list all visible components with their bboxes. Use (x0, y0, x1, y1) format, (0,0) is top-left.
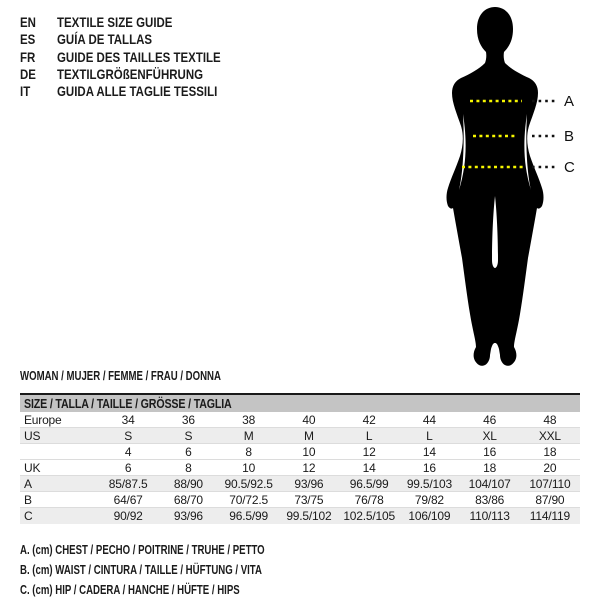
legend-text: C. (cm) HIP / CADERA / HANCHE / HÜFTE / HIPS (20, 582, 240, 597)
language-code: IT (20, 83, 31, 100)
cell: 96.5/99 (349, 477, 389, 491)
language-guide-title: GUIDA ALLE TAGLIE TESSILI (57, 83, 218, 100)
cell: 18 (483, 461, 497, 475)
cell: 36 (181, 413, 195, 427)
cell: 44 (422, 413, 436, 427)
cell: 106/109 (408, 509, 451, 523)
cell: 8 (185, 461, 192, 475)
row-label: Europe (24, 413, 62, 427)
cell: 83/86 (475, 493, 505, 507)
cell: 10 (302, 445, 316, 459)
language-guide-title: TEXTILE SIZE GUIDE (57, 14, 173, 30)
cell: 18 (543, 445, 557, 459)
legend-text: B. (cm) WAIST / CINTURA / TAILLE / HÜFTUNG / VITA (20, 562, 262, 577)
legend-line-waist (20, 560, 351, 580)
cell: 79/82 (414, 493, 444, 507)
woman-silhouette-figure (425, 0, 600, 372)
cell: M (303, 429, 314, 443)
cell: 6 (124, 461, 132, 475)
body-silhouette (447, 7, 544, 366)
language-row-fr (20, 49, 257, 66)
row-label: B (24, 493, 32, 507)
language-guide-list (20, 14, 257, 100)
cell: 14 (422, 445, 436, 459)
cell: 99.5/103 (406, 477, 452, 491)
cell: 76/78 (354, 493, 384, 507)
cell: 93/96 (294, 477, 324, 491)
cell: 110/113 (469, 509, 510, 523)
legend-line-chest (20, 540, 351, 560)
cell: 70/72.5 (229, 493, 268, 507)
cell: L (365, 429, 373, 443)
cell: 20 (543, 461, 557, 475)
cell: 16 (422, 461, 436, 475)
table-row-waist (20, 492, 580, 508)
language-code: DE (20, 65, 36, 82)
language-row-it (20, 83, 257, 100)
cell: 14 (362, 461, 376, 475)
cell: 10 (242, 461, 256, 475)
cell: 16 (483, 445, 497, 459)
row-label: A (24, 477, 32, 491)
language-code: FR (20, 48, 36, 65)
cell: 38 (242, 413, 256, 427)
measure-label-c: C (564, 159, 575, 176)
cell: 12 (302, 461, 316, 475)
row-label: US (24, 429, 41, 443)
row-label: C (24, 509, 33, 523)
cell: 90.5/92.5 (224, 477, 273, 491)
cell: 64/67 (113, 493, 143, 507)
row-label (20, 444, 98, 459)
table-row-chest (20, 476, 580, 492)
language-row-en (20, 14, 257, 31)
size-table-header (20, 395, 580, 412)
cell: 34 (121, 413, 135, 427)
table-row-us (20, 428, 580, 444)
cell: 4 (124, 445, 132, 459)
cell: 6 (185, 445, 192, 459)
row-label: UK (24, 461, 41, 475)
measure-label-b: B (564, 128, 575, 145)
section-title (20, 368, 292, 383)
legend-text: A. (cm) CHEST / PECHO / POITRINE / TRUHE / PETTO (20, 542, 265, 557)
cell: L (426, 429, 433, 443)
cell: 90/92 (113, 509, 143, 523)
cell: S (184, 429, 193, 443)
cell: 40 (302, 413, 316, 427)
table-row-hip (20, 508, 580, 524)
cell: 102.5/105 (343, 509, 395, 523)
size-table-header-text: SIZE / TALLA / TAILLE / GRÖSSE / TAGLIA (24, 396, 232, 411)
cell: 68/70 (173, 493, 203, 507)
cell: 8 (245, 445, 252, 459)
cell: 46 (483, 413, 497, 427)
language-row-es (20, 31, 257, 48)
cell: 114/119 (529, 509, 570, 523)
cell: S (124, 429, 133, 443)
table-row-us-numeric (20, 444, 580, 460)
cell: 73/75 (294, 493, 324, 507)
language-guide-title: TEXTILGRÖßENFÜHRUNG (57, 65, 204, 82)
language-guide-title: GUÍA DE TALLAS (57, 31, 153, 48)
table-row-uk (20, 460, 580, 476)
cell: 93/96 (173, 509, 203, 523)
measure-label-a: A (564, 93, 575, 110)
cell: 42 (362, 413, 376, 427)
table-row-europe (20, 412, 580, 428)
language-row-de (20, 66, 257, 83)
cell: M (243, 429, 254, 443)
cell: XL (482, 429, 497, 443)
measurement-legend (20, 540, 351, 600)
language-guide-title: GUIDE DES TAILLES TEXTILE (57, 48, 221, 65)
language-code: ES (20, 31, 36, 48)
language-code: EN (20, 14, 36, 30)
cell: XXL (538, 429, 561, 443)
legend-line-hip (20, 580, 351, 600)
cell: 96.5/99 (229, 509, 268, 523)
cell: 85/87.5 (108, 477, 148, 491)
cell: 88/90 (173, 477, 203, 491)
size-table (20, 393, 580, 524)
cell: 87/90 (535, 493, 565, 507)
cell: 48 (543, 413, 557, 427)
cell: 107/110 (529, 477, 571, 491)
section-title-text: WOMAN / MUJER / FEMME / FRAU / DONNA (20, 368, 221, 383)
cell: 12 (362, 445, 376, 459)
cell: 104/107 (468, 477, 511, 491)
cell: 99.5/102 (286, 509, 332, 523)
